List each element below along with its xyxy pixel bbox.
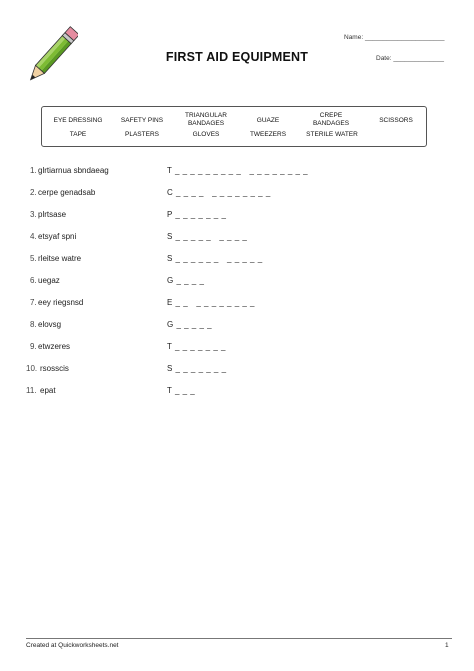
answer-blanks[interactable]: T _ _ _ _ _ _ _ _ _ _ _ _ _ _ _ _ _ bbox=[167, 166, 309, 175]
scrambled-word: rleitse watre bbox=[38, 254, 82, 263]
name-field[interactable]: Name: ______________________ bbox=[344, 34, 445, 41]
word-bank bbox=[41, 106, 427, 147]
word-bank-item: SAFETY PINS bbox=[120, 117, 164, 124]
scrambled-word: glrtiarnua sbndaeag bbox=[38, 166, 109, 175]
date-field[interactable]: Date: ______________ bbox=[376, 55, 444, 62]
answer-blanks[interactable]: G _ _ _ _ bbox=[167, 276, 205, 285]
answer-blanks[interactable]: G _ _ _ _ _ bbox=[167, 320, 213, 329]
scrambled-word: elovsg bbox=[38, 320, 62, 329]
clue-number: 11. bbox=[26, 386, 37, 395]
word-bank-item: PLASTERS bbox=[125, 131, 159, 138]
scrambled-word: plrtsase bbox=[38, 210, 67, 219]
clue-number: 1. bbox=[30, 166, 37, 175]
clue-number: 10. bbox=[26, 364, 38, 373]
footer-divider bbox=[26, 638, 452, 639]
answer-blanks[interactable]: E _ _ _ _ _ _ _ _ _ _ bbox=[167, 298, 255, 307]
page-number: 1 bbox=[445, 642, 449, 649]
word-bank-item: STERILE WATER bbox=[306, 131, 358, 138]
word-bank-item: TRIANGULAR BANDAGES bbox=[185, 112, 227, 127]
scrambled-word: rsosscis bbox=[40, 364, 69, 373]
scrambled-word: uegaz bbox=[38, 276, 60, 285]
clue-number: 3. bbox=[30, 210, 37, 219]
clue-number: 4. bbox=[30, 232, 37, 241]
word-bank-item: TWEEZERS bbox=[249, 131, 287, 138]
footer-credit: Created at Quickworksheets.net bbox=[26, 642, 119, 649]
clue-number: 9. bbox=[30, 342, 37, 351]
page-title: FIRST AID EQUIPMENT bbox=[165, 50, 309, 64]
scrambled-word: eey riegsnsd bbox=[38, 298, 84, 307]
word-bank-item: CREPE BANDAGES bbox=[312, 112, 350, 127]
clue-number: 2. bbox=[30, 188, 37, 197]
word-bank-item: GLOVES bbox=[192, 131, 220, 138]
answer-blanks[interactable]: C _ _ _ _ _ _ _ _ _ _ _ _ bbox=[167, 188, 271, 197]
word-bank-item: GUAZE bbox=[256, 117, 280, 124]
answer-blanks[interactable]: S _ _ _ _ _ _ _ _ _ _ _ bbox=[167, 254, 263, 263]
answer-blanks[interactable]: T _ _ _ bbox=[167, 386, 196, 395]
scrambled-word: etsyaf spni bbox=[38, 232, 77, 241]
clue-number: 8. bbox=[30, 320, 37, 329]
answer-blanks[interactable]: S _ _ _ _ _ _ _ _ _ bbox=[167, 232, 248, 241]
word-bank-item: EYE DRESSING bbox=[53, 117, 103, 124]
answer-blanks[interactable]: P _ _ _ _ _ _ _ bbox=[167, 210, 227, 219]
word-bank-item: TAPE bbox=[69, 131, 87, 138]
clue-number: 6. bbox=[30, 276, 37, 285]
scrambled-word: epat bbox=[40, 386, 56, 395]
word-bank-item: SCISSORS bbox=[379, 117, 413, 124]
scrambled-word: etwzeres bbox=[38, 342, 71, 351]
answer-blanks[interactable]: T _ _ _ _ _ _ _ bbox=[167, 342, 226, 351]
clue-number: 5. bbox=[30, 254, 37, 263]
scrambled-word: cerpe genadsab bbox=[38, 188, 96, 197]
clue-number: 7. bbox=[30, 298, 37, 307]
answer-blanks[interactable]: S _ _ _ _ _ _ _ bbox=[167, 364, 227, 373]
